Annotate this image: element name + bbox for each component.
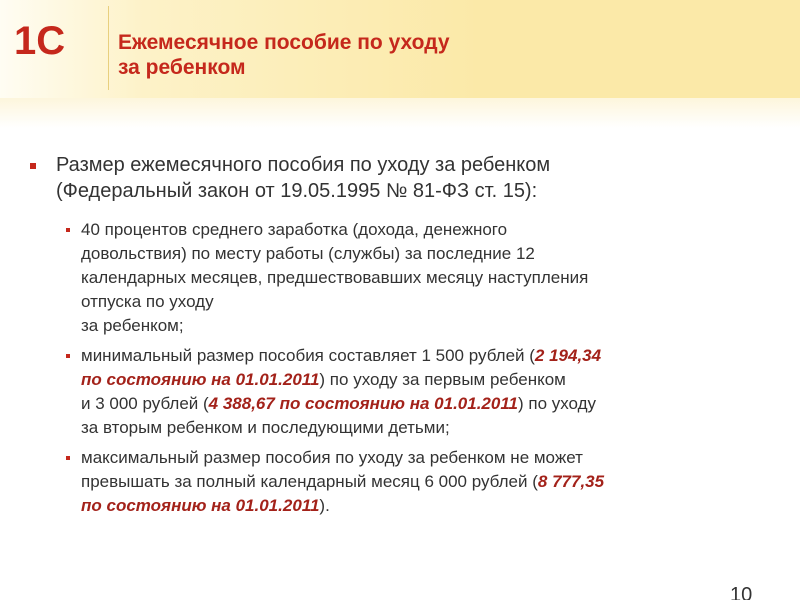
sub-bullet-line bbox=[81, 494, 780, 518]
title-line-1: Ежемесячное пособие по уходу bbox=[118, 31, 450, 54]
sub-bullet-maximum bbox=[0, 446, 800, 518]
main-bullet bbox=[0, 152, 800, 204]
slide-content bbox=[0, 152, 800, 524]
sub-bullet-line bbox=[81, 392, 780, 416]
sub-bullet-line: календарных месяцев, предшествовавших месяцу наступления bbox=[81, 268, 589, 287]
square-bullet-icon bbox=[30, 163, 36, 169]
title-line-2: за ребенком bbox=[118, 56, 246, 79]
header-fade bbox=[0, 98, 800, 128]
sub-bullet-line: 40 процентов среднего заработка (дохода, денежного bbox=[81, 220, 508, 239]
highlight-amount-date: 4 388,67 по состоянию на 01.01.2011 bbox=[208, 394, 518, 413]
highlight-date: по состоянию на 01.01.2011 bbox=[81, 496, 320, 515]
text-span: ). bbox=[319, 496, 330, 515]
1c-logo-icon bbox=[14, 16, 96, 60]
slide-title bbox=[118, 30, 678, 80]
sub-bullet-list bbox=[0, 218, 800, 518]
main-bullet-line-1: Размер ежемесячного пособия по уходу за ребенком bbox=[56, 154, 551, 176]
small-square-bullet-icon bbox=[66, 354, 70, 358]
page-number: 10 bbox=[730, 584, 753, 600]
text-span: минимальный размер пособия составляет 1 500 рублей ( bbox=[81, 346, 535, 365]
text-span: ) по уходу за первым ребенком bbox=[319, 370, 566, 389]
sub-bullet-line: за вторым ребенком и последующими детьми; bbox=[81, 418, 450, 437]
small-square-bullet-icon bbox=[66, 228, 70, 232]
sub-bullet-line bbox=[81, 368, 780, 392]
highlight-amount: 8 777,35 bbox=[537, 472, 605, 491]
sub-bullet-line: максимальный размер пособия по уходу за ребенком не может bbox=[81, 448, 583, 467]
sub-bullet-percent bbox=[0, 218, 800, 338]
text-span: ) по уходу bbox=[517, 394, 597, 413]
text-span: и 3 000 рублей ( bbox=[81, 394, 209, 413]
small-square-bullet-icon bbox=[66, 456, 70, 460]
main-bullet-line-2: (Федеральный закон от 19.05.1995 № 81-ФЗ ст. 15): bbox=[56, 180, 538, 202]
header-divider bbox=[108, 6, 109, 90]
sub-bullet-line: довольствия) по месту работы (службы) за последние 12 bbox=[81, 244, 535, 263]
highlight-date: по состоянию на 01.01.2011 bbox=[81, 370, 320, 389]
sub-bullet-line bbox=[81, 470, 780, 494]
text-span: превышать за полный календарный месяц 6 000 рублей ( bbox=[81, 472, 538, 491]
sub-bullet-minimum bbox=[0, 344, 800, 440]
logo-text: 1С bbox=[14, 19, 66, 60]
sub-bullet-line: отпуска по уходу bbox=[81, 292, 214, 311]
sub-bullet-line: за ребенком; bbox=[81, 316, 184, 335]
sub-bullet-line bbox=[81, 344, 780, 368]
highlight-amount: 2 194,34 bbox=[534, 346, 602, 365]
